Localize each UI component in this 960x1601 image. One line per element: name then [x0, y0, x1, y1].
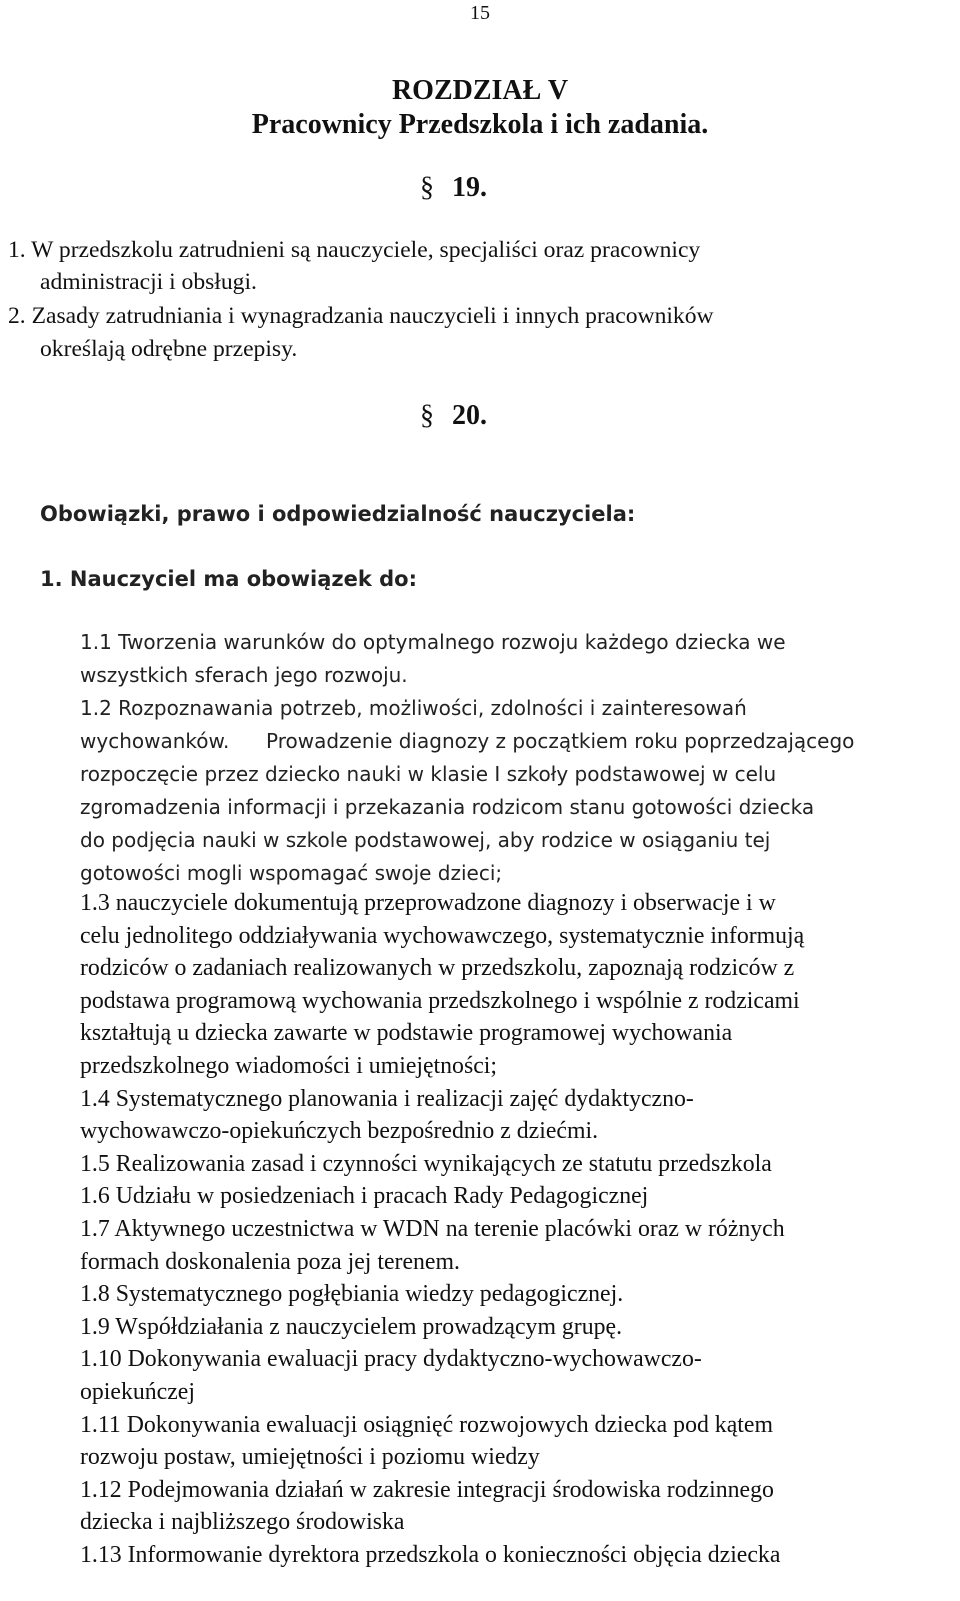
list-item: formach doskonalenia poza jej terenem.: [80, 1248, 460, 1275]
list-item: podstawa programową wychowania przedszkolnego i wspólnie z rodzicami: [80, 987, 800, 1014]
duty-line: zgromadzenia informacji i przekazania rodzicom stanu gotowości dziecka: [80, 795, 815, 819]
list-item: 1.11 Dokonywania ewaluacji osiągnięć rozwojowych dziecka pod kątem: [80, 1411, 773, 1438]
list-item: przedszkolnego wiadomości i umiejętności;: [80, 1052, 498, 1079]
duty-line: wychowanków.: [80, 729, 230, 753]
section-symbol: §: [420, 400, 434, 431]
duties-heading: Obowiązki, prawo i odpowiedzialność nauczyciela:: [40, 502, 636, 526]
duty-line: rozpoczęcie przez dziecko nauki w klasie I szkoły podstawowej w celu: [80, 762, 777, 786]
section-19-line-2: administracji i obsługi.: [40, 269, 257, 295]
list-item: rodziców o zadaniach realizowanych w przedszkolu, zapoznają rodziców z: [80, 955, 795, 982]
list-item: 1.13 Informowanie dyrektora przedszkola o konieczności objęcia dziecka: [80, 1541, 781, 1568]
section-19-line-1: 1. W przedszkolu zatrudnieni są nauczyciele, specjaliści oraz pracownicy: [8, 237, 701, 263]
section-19-heading: [420, 172, 487, 204]
section-19-line-3: 2. Zasady zatrudniania i wynagradzania nauczycieli i innych pracowników: [8, 303, 714, 329]
list-item: 1.5 Realizowania zasad i czynności wynikających ze statutu przedszkola: [80, 1150, 772, 1177]
list-item: 1.6 Udziału w posiedzeniach i pracach Rady Pedagogicznej: [80, 1183, 649, 1210]
section-19-line-4: określają odrębne przepisy.: [40, 336, 298, 362]
list-item: celu jednolitego oddziaływania wychowawczego, systematycznie informują: [80, 922, 805, 949]
section-number: 19.: [452, 172, 487, 203]
page-number: 15: [470, 2, 490, 24]
list-item: 1.9 Współdziałania z nauczycielem prowadzącym grupę.: [80, 1313, 623, 1340]
duties-subheading: 1. Nauczyciel ma obowiązek do:: [40, 567, 417, 591]
list-item: wychowawczo-opiekuńczych bezpośrednio z dziećmi.: [80, 1118, 599, 1145]
section-number: 20.: [452, 400, 487, 431]
list-item: rozwoju postaw, umiejętności i poziomu wiedzy: [80, 1444, 540, 1471]
list-item: 1.4 Systematycznego planowania i realizacji zajęć dydaktyczno-: [80, 1085, 694, 1112]
chapter-subtitle: Pracownicy Przedszkola i ich zadania.: [251, 109, 709, 140]
duty-line: 1.2 Rozpoznawania potrzeb, możliwości, zdolności i zainteresowań: [80, 696, 747, 720]
duty-line: gotowości mogli wspomagać swoje dzieci;: [80, 861, 503, 885]
list-item: 1.7 Aktywnego uczestnictwa w WDN na terenie placówki oraz w różnych: [80, 1215, 785, 1242]
list-item: 1.12 Podejmowania działań w zakresie integracji środowiska rodzinnego: [80, 1476, 774, 1503]
duties-list: [80, 887, 804, 1571]
duty-line: 1.1 Tworzenia warunków do optymalnego rozwoju każdego dziecka we: [80, 630, 786, 654]
duty-line: wszystkich sferach jego rozwoju.: [80, 663, 408, 687]
section-20-heading: [420, 400, 487, 432]
list-item: opiekuńczej: [80, 1378, 195, 1405]
list-item: 1.8 Systematycznego pogłębiania wiedzy pedagogicznej.: [80, 1281, 624, 1308]
section-symbol: §: [420, 172, 434, 203]
duty-line: do podjęcia nauki w szkole podstawowej, aby rodzice w osiąganiu tej: [80, 828, 771, 852]
list-item: kształtują u dziecka zawarte w podstawie programowej wychowania: [80, 1020, 733, 1047]
duty-line-continuation: Prowadzenie diagnozy z początkiem roku poprzedzającego: [266, 729, 855, 753]
list-item: dziecka i najbliższego środowiska: [80, 1509, 405, 1536]
chapter-title: ROZDZIAŁ V: [391, 75, 569, 106]
list-item: 1.10 Dokonywania ewaluacji pracy dydaktyczno-wychowawczo-: [80, 1346, 702, 1373]
list-item: 1.3 nauczyciele dokumentują przeprowadzone diagnozy i obserwacje i w: [80, 890, 776, 916]
